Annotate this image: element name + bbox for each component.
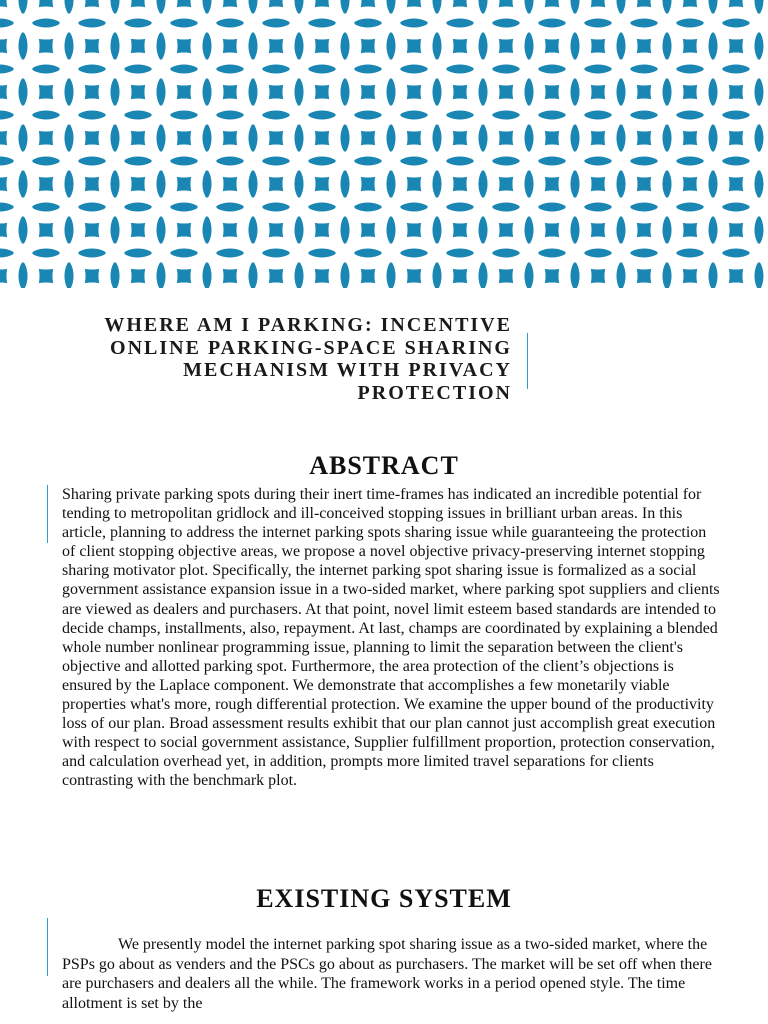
existing-system-paragraph: We presently model the internet parking spot sharing issue as a two-sided market, where the PSPs go about as venders and the PSCs go about as purchasers. The market will be set off when there are purchasers and dealers all the while. The framework works in a period opened style. The time allotment is set by the [62,936,712,1012]
abstract-heading: ABSTRACT [309,451,459,480]
existing-system-heading: EXISTING SYSTEM [256,884,512,913]
existing-system-accent-bar [47,918,48,976]
decorative-pattern-banner [0,0,768,288]
abstract-paragraph: Sharing private parking spots during their inert time-frames has indicated an incredible potential for tending to metropolitan gridlock and ill-conceived stopping issues in brilliant urban areas. In this article, planning to address the internet parking spots sharing issue while guaranteeing the protection of client stopping objective areas, we propose a novel objective privacy-preserving internet stopping sharing motivator plot. Specifically, the internet parking spot sharing issue is formalized as a social government assistance expansion issue in a two-sided market, where parking spot suppliers and clients are viewed as dealers and purchasers. At that point, novel limit esteem based standards are intended to decide champs, installments, also, repayment. At last, champs are coordinated by explaining a blended whole number nonlinear programming issue, planning to limit the separation between the client's objective and allotted parking spot. Furthermore, the area protection of the client’s objections is ensured by the Laplace component. We demonstrate that accomplishes a few monetarily viable properties what's more, rough differential protection. We examine the upper bound of the productivity loss of our plan. Broad assessment results exhibit that our plan cannot just accomplish great execution with respect to social government assistance, Supplier fulfillment proportion, protection conservation, and calculation overhead yet, in addition, prompts more limited travel separations for clients contrasting with the benchmark plot. [62,486,720,790]
title-accent-rule [527,333,528,389]
abstract-accent-bar [47,485,48,543]
document-title: WHERE AM I PARKING: INCENTIVE ONLINE PARKING-SPACE SHARING MECHANISM WITH PRIVACY PROTECTION [104,314,512,404]
